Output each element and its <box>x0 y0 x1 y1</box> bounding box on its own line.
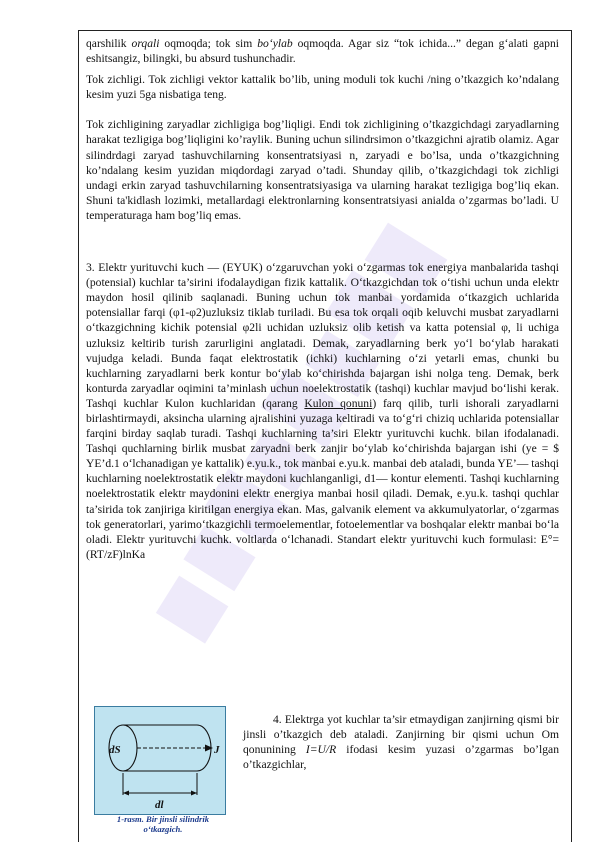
arrow-head <box>205 745 213 752</box>
figure-caption: 1-rasm. Bir jinsli silindrik o‘tkazgich. <box>116 814 210 835</box>
label-dl: dl <box>155 799 164 811</box>
emf-paragraph: 3. Elektr yurituvchi kuch — (EYUK) o‘zgaruvchan yoki o‘zgarmas tok energiya manbalarida tashqi (potensial) kuchlar ta’sirini ifodalaydigan fizik kattalik. O‘tkazgichdan tok o‘tishi uchun unda elektr maydon hosil qilinib saqlanadi. Buning uchun tok manbai yordamida o‘tkazgich uchlarida potensiallar farqi (φ1-φ2)uzluksiz tiklab turiladi. Bu esa tok orqali oqib keluvchi musbat zaryadlarni o‘tkazgichning kichik potensial φ2li uchidan uzluksiz olib ketish va katta potensial φ, li uchiga uzluksiz keltirib turish zarurligini anglatadi. Demak, zaryadlarning berk yo‘l bo‘ylab harakati vujudga keladi. Bunda faqat elektrostatik (ichki) kuchlarning o‘zi yetarli emas, chunki bu kuchlarning zaryadlarni berk kontur bo‘ylab ko‘chirishda bajargan ishi nolga teng. Demak, berk konturda zaryadlar oqimini ta’minlash uchun noelektrostatik (tashqi) kuchlar mavjud bo‘lishi kerak. Tashqi kuchlar Kulon kuchlaridan (qarang Kulon qonuni) farq qilib, turli ishorali zaryadlarni birlashtirmaydi, aksincha ularning ajralishini yuzaga keltiradi va to‘g‘ri chiziq uchlarida potensiallar farqini birday saqlab turadi. Tashqi kuchlarning ta’siri Elektr yurituvchi kuchk. bilan ifodalanadi. Tashqi quchlarning birlik musbat zaryadni berk zanjir bo‘ylab ko‘chirishda bajargan ishi (ye = $ YE’d.1 o‘lchanadigan ye kattalik) e.yu.k., tok manbai e.yu.k. manbai deb ataladi, bunda YE’— tashqi kuchlarning noelektrostatik elektr maydoni kuchlanganligi, d1— kontur elementi. Tashqi kuchlarning noelektrostatik elektr maydonini elektr energiya manbai hosil qiladi. Demak, e.yu.k. tashqi quchlar ta’sirida tok zanjiriga kiritilgan energiya ekan. Mas, galvanik element va akkumulyatorlar, o‘zgarmas tok generatorlari, yarimo‘tkazgichli termoelementlar, fotoelementlar va boshqalar elektr manbai bo‘la oladi. Elektr yurituvchi kuchk. voltlarda o‘lchanadi. Standart elektr yurituvchi kuch formulasi: E°=(RT/zF)lnKa <box>86 261 559 561</box>
label-j: J <box>214 744 220 756</box>
label-ds: dS <box>109 744 121 756</box>
intro-paragraph: qarshilik orqali oqmoqda; tok sim bo‘ylab oqmoqda. Agar siz “tok ichida...” degan g‘alati gapni eshitsangiz, bilingki, bu absurd tushunchadir. <box>86 37 559 66</box>
figure-background <box>94 706 226 815</box>
ohm-formula: I=U/R <box>305 743 337 757</box>
document-body <box>86 36 559 562</box>
cylinder-diagram <box>95 707 225 814</box>
charge-density-paragraph: Tok zichligining zaryadlar zichligiga bog’liqligi. Endi tok zichligining o’tkazgichdagi zaryadlarning harakat tezligiga bog’liqligini ko’raylik. Buning uchun silindrsimon o’tkazgichni ajratib olamiz. Agar silindrdagi zaryad tashuvchilarning konsentratsiyasi n, zaryadi e bo’lsa, unda o’tkazgichning ko’ndalang kesim yuzidan miqdordagi zaryad o’tadi. Shunday qilib, o’tkazgichdagi tok zichligi undagi erkin zaryad tashuvchilarning konsentratsiyasiga va ularning harakat tezligiga bog’liq ekan. Shuni ta'kidlash lozimki, metallardagi elektronlarning konsentratsiyasi anialda o’zgarmas bo’ladi. U temperaturaga ham bog’liq emas. <box>86 118 559 222</box>
dimension-arrow-right <box>191 791 197 796</box>
dimension-arrow-left <box>123 791 129 796</box>
ohm-paragraph: 4. Elektrga yot kuchlar ta’sir etmaydigan zanjirning qismi bir jinsli o’tkazgich deb ataladi. Zanjirning bir qismi uchun Om qonunining I=U/R ifodasi kesim yuzasi o’zgarmas bo’lgan o’tkazgichlar, <box>243 713 559 772</box>
kulon-link[interactable]: Kulon qonuni <box>304 396 373 410</box>
cylinder-figure <box>86 706 226 842</box>
current-density-paragraph: Tok zichligi. Tok zichligi vektor kattalik bo’lib, uning moduli tok kuchi /ning o’tkazgich ko’ndalang kesim yuzi 5ga nisbatiga teng. <box>86 73 559 102</box>
